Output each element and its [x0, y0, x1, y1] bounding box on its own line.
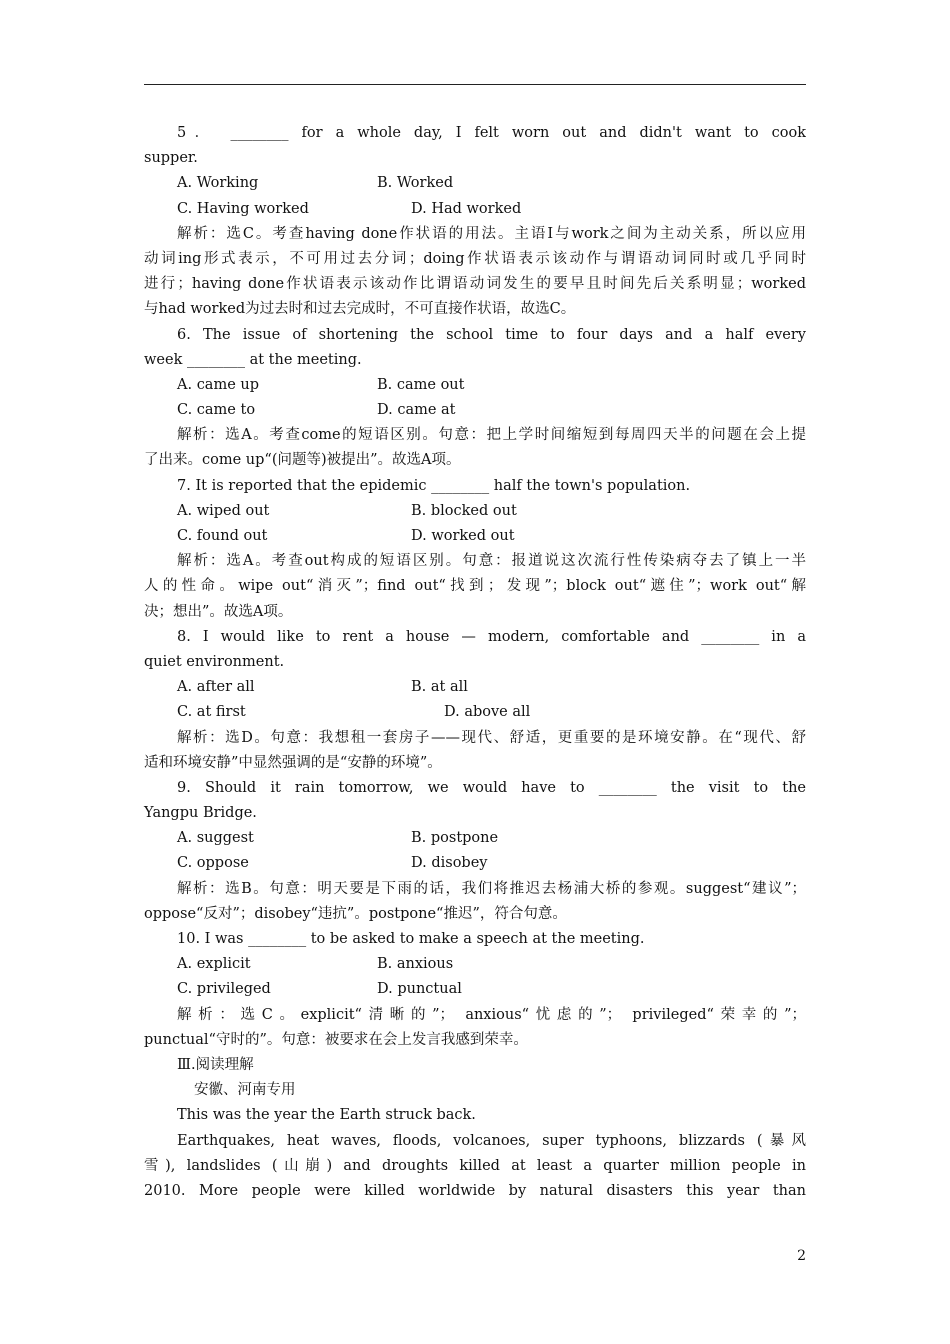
q6-explanation-line1: 解析：选A。考查come的短语区别。句意：把上学时间缩短到每周四天半的问题在会上提 [177, 427, 806, 444]
q10-option-d: D. punctual [377, 981, 462, 998]
passage-paragraph1: This was the year the Earth struck back. [177, 1107, 476, 1124]
q6-option-d: D. came at [377, 402, 456, 419]
q9-option-c: C. oppose [177, 855, 249, 872]
q6-explanation-line2: 了出来。come up“(问题等)被提出”。故选A项。 [144, 452, 461, 469]
q7-option-b: B. blocked out [411, 502, 517, 519]
q6-stem-line2: week ________ at the meeting. [144, 351, 362, 368]
q6-option-b: B. came out [377, 376, 465, 393]
q5-stem-line2: supper. [144, 150, 198, 167]
q8-options-row2 [144, 700, 806, 725]
q8-stem-line1: 8. I would like to rent a house — modern, comfortable and ________ in a [177, 628, 806, 645]
q7-option-a: A. wiped out [177, 502, 270, 519]
q8-option-d: D. above all [444, 704, 531, 721]
q9-stem-line1: 9. Should it rain tomorrow, we would have to ________ the visit to the [177, 779, 806, 796]
q10-stem-line1: 10. I was ________ to be asked to make a speech at the meeting. [177, 931, 645, 947]
q9-option-b: B. postpone [411, 830, 499, 847]
q5-option-d: D. Had worked [411, 200, 522, 217]
q5-options-row2 [144, 197, 806, 222]
q10-option-c: C. privileged [177, 981, 271, 998]
q5-stem-line1: 5． ________ for a whole day, I felt worn out and didn't want to cook [177, 125, 806, 141]
q7-options-row2 [144, 524, 806, 549]
q9-stem-line2: Yangpu Bridge. [144, 805, 257, 822]
q9-explanation-line2: oppose“反对”；disobey“违抗”。postpone“推迟”，符合句意。 [144, 905, 567, 922]
q6-stem-line1: 6. The issue of shortening the school time to four days and a half every [177, 326, 806, 343]
q10-explanation-line2: punctual“守时的”。句意：被要求在会上发言我感到荣幸。 [144, 1031, 528, 1048]
q8-option-c: C. at first [177, 704, 246, 721]
q5-options-row1 [144, 171, 806, 196]
q8-option-b: B. at all [411, 679, 468, 696]
q8-explanation-line1: 解析：选D。句意：我想租一套房子——现代、舒适，更重要的是环境安静。在“现代、舒 [177, 729, 806, 746]
section-heading: Ⅲ.阅读理解 [177, 1056, 254, 1073]
q5-explanation-line1: 解析：选C。考查having done作状语的用法。主语I与work之间为主动关系，所以应用 [177, 225, 806, 242]
q7-option-d: D. worked out [411, 528, 515, 544]
q10-option-a: A. explicit [177, 956, 251, 973]
q9-option-d: D. disobey [411, 855, 488, 872]
q10-option-b: B. anxious [377, 956, 454, 973]
q8-options-row1 [144, 675, 806, 700]
passage-paragraph2-line1: Earthquakes, heat waves, floods, volcanoes, super typhoons, blizzards (暴风 [177, 1132, 806, 1149]
q9-options-row2 [144, 851, 806, 876]
header-rule [144, 84, 806, 85]
q7-option-c: C. found out [177, 528, 268, 544]
q6-options-row2 [144, 398, 806, 423]
q7-explanation-line1: 解析：选A。考查out构成的短语区别。句意：报道说这次流行性传染病夺去了镇上一半 [177, 553, 806, 570]
q5-explanation-line4: 与had worked为过去时和过去完成时，不可直接作状语，故选C。 [144, 301, 576, 318]
q5-option-a: A. Working [177, 175, 259, 192]
q7-explanation-line2: 人的性命。wipe out“消灭”；find out“找到；发现”；block out“遮住”；work out“解 [144, 578, 806, 595]
q5-option-b: B. Worked [377, 175, 454, 192]
section-subheading: 安徽、河南专用 [194, 1082, 296, 1099]
q9-options-row1 [144, 826, 806, 851]
q9-explanation-line1: 解析：选B。句意：明天要是下雨的话，我们将推迟去杨浦大桥的参观。suggest“建议”； [177, 880, 806, 897]
q10-options-row1 [144, 952, 806, 977]
q9-option-a: A. suggest [177, 830, 254, 847]
q6-option-a: A. came up [177, 376, 260, 393]
passage-paragraph2-line2: 雪), landslides (山崩) and droughts killed at least a quarter million people in [144, 1157, 806, 1174]
q8-explanation-line2: 适和环境安静”中显然强调的是“安静的环境”。 [144, 754, 442, 771]
q7-options-row1 [144, 499, 806, 524]
q10-explanation-line1: 解析：选C。explicit“清晰的”； anxious“忧虑的”； privileged“荣幸的”； [177, 1006, 806, 1023]
document-body [144, 121, 806, 1204]
q5-explanation-line2: 动词ing形式表示，不可用过去分词；doing作状语表示该动作与谓语动词同时或几乎同时 [144, 250, 806, 267]
q6-option-c: C. came to [177, 402, 256, 419]
q7-explanation-line3: 决；想出”。故选A项。 [144, 603, 293, 620]
q8-option-a: A. after all [177, 679, 255, 696]
q5-explanation-line3: 进行；having done作状语表示该动作比谓语动词发生的要早且时间先后关系明显；worked [144, 276, 806, 293]
q10-options-row2 [144, 977, 806, 1002]
q5-option-c: C. Having worked [177, 200, 309, 217]
q8-stem-line2: quiet environment. [144, 653, 285, 670]
q7-stem-line1: 7. It is reported that the epidemic ________ half the town's population. [177, 477, 691, 494]
page-number: 2 [797, 1248, 806, 1264]
q6-options-row1 [144, 373, 806, 398]
passage-paragraph2-line3: 2010. More people were killed worldwide by natural disasters this year than [144, 1182, 806, 1199]
